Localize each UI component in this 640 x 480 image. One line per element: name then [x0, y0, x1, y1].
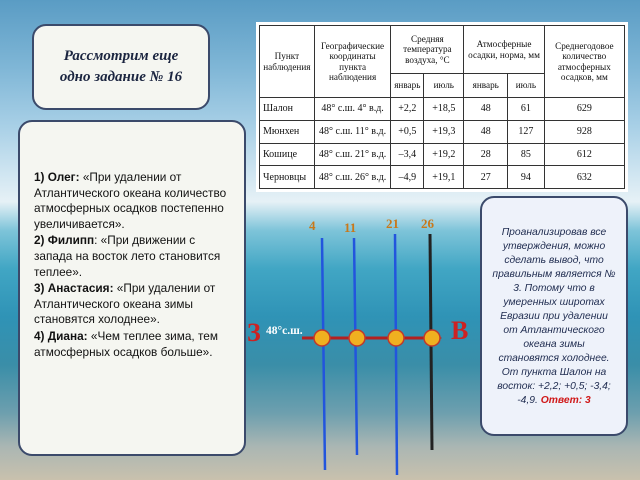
point-kosice [388, 330, 404, 346]
header-coords: Географические координаты пункта наблюдения [314, 26, 391, 98]
precip-jan-cell: 48 [464, 120, 508, 143]
header-temp-jan: январь [391, 74, 424, 98]
point-munich [349, 330, 365, 346]
statement-2-text: : «При движении с запада на восток лето становится теплее». [34, 233, 221, 279]
city-cell: Шалон [260, 98, 315, 121]
temp-jul-cell: +18,5 [424, 98, 464, 121]
point-chernivtsi [424, 330, 440, 346]
city-cell: Черновцы [260, 166, 315, 189]
statement-4-author: 4) Диана: [34, 328, 91, 343]
coords-cell: 48° с.ш. 21° в.д. [314, 143, 391, 166]
annual-cell: 632 [544, 166, 624, 189]
temp-jul-cell: +19,3 [424, 120, 464, 143]
temp-jan-cell: –3,4 [391, 143, 424, 166]
precip-jul-cell: 61 [508, 98, 545, 121]
precip-jan-cell: 27 [464, 166, 508, 189]
temp-jul-cell: +19,2 [424, 143, 464, 166]
header-annual: Среднегодовое количество атмосферных осадков, мм [544, 26, 624, 98]
point-shalon [314, 330, 330, 346]
annual-cell: 629 [544, 98, 624, 121]
precip-jul-cell: 85 [508, 143, 545, 166]
header-precip: Атмосферные осадки, норма, мм [464, 26, 544, 74]
latitude-label: 48°с.ш. [266, 325, 303, 337]
meridian-4-line [322, 238, 325, 470]
header-precip-jan: январь [464, 74, 508, 98]
meridian-26-label: 26 [421, 216, 434, 231]
city-cell: Кошице [260, 143, 315, 166]
statement-3-author: 3) Анастасия: [34, 281, 117, 296]
answer-text [492, 226, 616, 408]
header-temp-jul: июль [424, 74, 464, 98]
precip-jul-cell: 127 [508, 120, 545, 143]
header-precip-jul: июль [508, 74, 545, 98]
header-point: Пункт наблюдения [260, 26, 315, 98]
title-line-2: одно задание № 16 [59, 69, 183, 85]
answer-label: Ответ: 3 [540, 395, 591, 406]
meridian-11-label: 11 [344, 220, 357, 235]
city-cell: Мюнхен [260, 120, 315, 143]
meridian-4-label: 4 [309, 218, 316, 233]
statement-2-author: 2) Филипп [34, 233, 95, 248]
coords-cell: 48° с.ш. 4° в.д. [314, 98, 391, 121]
answer-explanation: Проанализировав все утверждения, можно сделать вывод, что правильным является № 3. Потому что в умеренных широтах Евразии при удалении от Атлантического океана зимы становятся холоднее. От пункта Шалон на восток: +2,2; +0,5; -3,4; -4,9. [492, 227, 616, 406]
header-temp: Средняя температура воздуха, °С [391, 26, 464, 74]
title-line-1: Рассмотрим еще [63, 48, 179, 64]
annual-cell: 612 [544, 143, 624, 166]
statement-4-text: «Чем теплее зима, тем атмосферных осадков больше». [34, 328, 218, 359]
temp-jan-cell: +0,5 [391, 120, 424, 143]
annual-cell: 928 [544, 120, 624, 143]
precip-jan-cell: 28 [464, 143, 508, 166]
west-label: З [247, 318, 261, 347]
temp-jan-cell: –4,9 [391, 166, 424, 189]
temp-jul-cell: +19,1 [424, 166, 464, 189]
statement-3-text: «При удалении от Атлантического океана зимы становятся холоднее». [34, 281, 216, 327]
precip-jan-cell: 48 [464, 98, 508, 121]
meridian-21-label: 21 [386, 216, 399, 231]
east-label: В [451, 316, 469, 345]
statement-1-text: «При удалении от Атлантического океана количество атмосферных осадков постепенно увеличивается». [34, 170, 227, 231]
statement-1-author: 1) Олег: [34, 170, 83, 184]
coords-cell: 48° с.ш. 26° в.д. [314, 166, 391, 189]
meridian-21-line [395, 234, 397, 475]
precip-jul-cell: 94 [508, 166, 545, 189]
coords-cell: 48° с.ш. 11° в.д. [314, 120, 391, 143]
answer-card [480, 196, 628, 436]
temp-jan-cell: +2,2 [391, 98, 424, 121]
